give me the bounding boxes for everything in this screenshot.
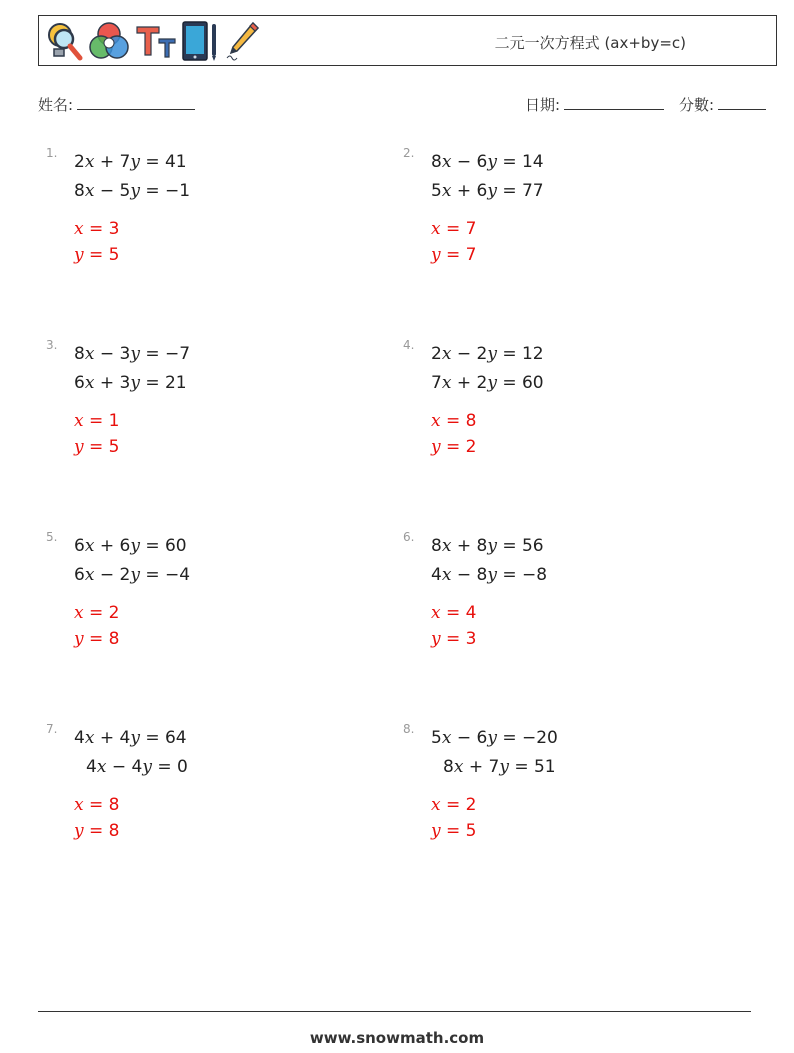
- text-size-icon: [135, 20, 177, 62]
- constant: −8: [521, 565, 548, 585]
- constant: 56: [521, 536, 544, 556]
- variable-x: x: [84, 728, 95, 748]
- operator: +: [99, 728, 115, 748]
- answer-x: x = 4: [431, 603, 477, 623]
- variable-y: y: [487, 373, 497, 393]
- operator: −: [456, 728, 472, 748]
- color-circles-icon: [87, 20, 131, 62]
- answer-x-value: 2: [465, 795, 477, 815]
- variable-y: y: [130, 565, 140, 585]
- date-field: [525, 94, 664, 115]
- equation-1: 5x − 6y = −20: [431, 728, 558, 748]
- name-field: [38, 94, 195, 115]
- variable-y: y: [487, 152, 497, 172]
- answer-x-value: 8: [108, 795, 120, 815]
- constant: −20: [521, 728, 558, 748]
- coef-a: 6: [74, 373, 85, 393]
- answer-y: y = 8: [74, 629, 120, 649]
- operator: +: [99, 152, 115, 172]
- variable-x: x: [441, 344, 452, 364]
- answer-x: x = 8: [431, 411, 477, 431]
- name-blank[interactable]: [77, 95, 195, 110]
- answer-x: x = 2: [74, 603, 120, 623]
- coef-a: 8: [74, 181, 85, 201]
- problem-number: 5.: [46, 530, 58, 544]
- answer-x-value: 3: [108, 219, 120, 239]
- constant: 14: [521, 152, 544, 172]
- variable-x: x: [84, 373, 95, 393]
- constant: −1: [164, 181, 191, 201]
- answer-y: y = 7: [431, 245, 477, 265]
- problem-4: [403, 338, 733, 488]
- variable-y: y: [499, 757, 509, 777]
- worksheet-header: [38, 15, 777, 66]
- answer-y-value: 8: [108, 821, 120, 841]
- coef-a: 6: [74, 565, 85, 585]
- name-label: 姓名:: [38, 96, 74, 114]
- problem-number: 7.: [46, 722, 58, 736]
- operator: +: [456, 373, 472, 393]
- coef-b: 6: [476, 152, 488, 172]
- date-label: 日期:: [525, 96, 561, 114]
- coef-a: 7: [431, 373, 442, 393]
- variable-x: x: [96, 757, 107, 777]
- constant: 0: [176, 757, 188, 777]
- answer-x-value: 8: [465, 411, 477, 431]
- constant: 41: [164, 152, 187, 172]
- equation-2: 6x − 2y = −4: [74, 565, 191, 585]
- variable-y: y: [130, 181, 140, 201]
- operator: −: [111, 757, 127, 777]
- equation-1: 4x + 4y = 64: [74, 728, 187, 748]
- equation-1: 8x − 3y = −7: [74, 344, 191, 364]
- variable-x: x: [84, 181, 95, 201]
- variable-y: y: [130, 344, 140, 364]
- problem-7: [46, 722, 376, 872]
- equation-1: 2x − 2y = 12: [431, 344, 544, 364]
- constant: 60: [521, 373, 544, 393]
- operator: +: [456, 181, 472, 201]
- variable-y: y: [130, 152, 140, 172]
- coef-b: 6: [476, 181, 488, 201]
- operator: −: [99, 565, 115, 585]
- operator: +: [99, 536, 115, 556]
- variable-x: x: [453, 757, 464, 777]
- operator: +: [99, 373, 115, 393]
- magnifier-bulb-icon: [45, 20, 83, 62]
- equation-2: 4x − 4y = 0: [86, 757, 188, 777]
- operator: −: [456, 344, 472, 364]
- equation-2: 8x − 5y = −1: [74, 181, 191, 201]
- answer-y-value: 5: [465, 821, 477, 841]
- footer-divider: [38, 1011, 751, 1012]
- constant: 64: [164, 728, 187, 748]
- coef-b: 7: [119, 152, 131, 172]
- variable-x: x: [84, 152, 95, 172]
- answer-y: y = 5: [74, 245, 120, 265]
- variable-x: x: [441, 728, 452, 748]
- header-icons: [45, 20, 261, 62]
- coef-b: 3: [119, 373, 131, 393]
- coef-a: 5: [431, 728, 442, 748]
- answer-x-value: 2: [108, 603, 120, 623]
- problem-8: [403, 722, 733, 872]
- problem-number: 6.: [403, 530, 415, 544]
- score-field: [679, 94, 766, 115]
- variable-x: x: [84, 536, 95, 556]
- footer-website: www.snowmath.com: [309, 1029, 485, 1047]
- coef-a: 8: [431, 152, 442, 172]
- answer-y: y = 2: [431, 437, 477, 457]
- score-blank[interactable]: [718, 95, 766, 110]
- operator: −: [456, 565, 472, 585]
- answer-y: y = 8: [74, 821, 120, 841]
- variable-x: x: [441, 536, 452, 556]
- date-blank[interactable]: [564, 95, 664, 110]
- variable-x: x: [441, 565, 452, 585]
- variable-y: y: [142, 757, 152, 777]
- coef-b: 2: [476, 344, 488, 364]
- equation-2: 6x + 3y = 21: [74, 373, 187, 393]
- problem-number: 3.: [46, 338, 58, 352]
- constant: −7: [164, 344, 191, 364]
- variable-y: y: [487, 565, 497, 585]
- constant: 77: [521, 181, 544, 201]
- variable-x: x: [84, 565, 95, 585]
- variable-y: y: [130, 373, 140, 393]
- variable-x: x: [441, 181, 452, 201]
- coef-a: 8: [443, 757, 454, 777]
- constant: 51: [533, 757, 556, 777]
- answer-x-value: 4: [465, 603, 477, 623]
- problem-number: 4.: [403, 338, 415, 352]
- variable-x: x: [441, 373, 452, 393]
- problem-number: 2.: [403, 146, 415, 160]
- answer-x-value: 1: [108, 411, 120, 431]
- coef-b: 6: [476, 728, 488, 748]
- answer-y-value: 3: [465, 629, 477, 649]
- equation-1: 8x − 6y = 14: [431, 152, 544, 172]
- equation-1: 2x + 7y = 41: [74, 152, 187, 172]
- equation-2: 5x + 6y = 77: [431, 181, 544, 201]
- equation-2: 4x − 8y = −8: [431, 565, 548, 585]
- coef-b: 4: [131, 757, 143, 777]
- operator: −: [99, 181, 115, 201]
- worksheet-title: 二元一次方程式 (ax+by=c): [494, 34, 686, 52]
- constant: 21: [164, 373, 187, 393]
- operator: −: [456, 152, 472, 172]
- variable-y: y: [487, 344, 497, 364]
- score-label: 分數:: [679, 96, 715, 114]
- problem-number: 8.: [403, 722, 415, 736]
- tablet-pen-icon: [181, 20, 221, 62]
- answer-y: y = 3: [431, 629, 477, 649]
- operator: +: [468, 757, 484, 777]
- answer-y: y = 5: [431, 821, 477, 841]
- answer-y-value: 5: [108, 245, 120, 265]
- equation-2: 7x + 2y = 60: [431, 373, 544, 393]
- coef-a: 8: [74, 344, 85, 364]
- coef-b: 2: [119, 565, 131, 585]
- answer-y-value: 7: [465, 245, 477, 265]
- answer-y-value: 2: [465, 437, 477, 457]
- variable-x: x: [84, 344, 95, 364]
- coef-b: 7: [488, 757, 500, 777]
- answer-x: x = 2: [431, 795, 477, 815]
- constant: 60: [164, 536, 187, 556]
- coef-b: 4: [119, 728, 131, 748]
- operator: −: [99, 344, 115, 364]
- equation-1: 8x + 8y = 56: [431, 536, 544, 556]
- coef-b: 3: [119, 344, 131, 364]
- coef-b: 8: [476, 536, 488, 556]
- problem-6: [403, 530, 733, 680]
- answer-y-value: 5: [108, 437, 120, 457]
- operator: +: [456, 536, 472, 556]
- problem-5: [46, 530, 376, 680]
- coef-a: 5: [431, 181, 442, 201]
- answer-y: y = 5: [74, 437, 120, 457]
- coef-a: 2: [74, 152, 85, 172]
- problem-number: 1.: [46, 146, 58, 160]
- coef-b: 8: [476, 565, 488, 585]
- coef-a: 4: [431, 565, 442, 585]
- equation-2: 8x + 7y = 51: [443, 757, 556, 777]
- variable-y: y: [487, 536, 497, 556]
- coef-a: 2: [431, 344, 442, 364]
- answer-x: x = 1: [74, 411, 120, 431]
- answer-x: x = 8: [74, 795, 120, 815]
- coef-b: 5: [119, 181, 131, 201]
- answer-y-value: 8: [108, 629, 120, 649]
- problem-2: [403, 146, 733, 296]
- variable-y: y: [130, 536, 140, 556]
- variable-y: y: [130, 728, 140, 748]
- coef-a: 6: [74, 536, 85, 556]
- coef-b: 2: [476, 373, 488, 393]
- variable-y: y: [487, 728, 497, 748]
- variable-y: y: [487, 181, 497, 201]
- answer-x-value: 7: [465, 219, 477, 239]
- constant: −4: [164, 565, 191, 585]
- coef-b: 6: [119, 536, 131, 556]
- pencil-icon: [225, 20, 261, 62]
- coef-a: 4: [74, 728, 85, 748]
- variable-x: x: [441, 152, 452, 172]
- coef-a: 8: [431, 536, 442, 556]
- constant: 12: [521, 344, 544, 364]
- answer-x: x = 3: [74, 219, 120, 239]
- problem-3: [46, 338, 376, 488]
- equation-1: 6x + 6y = 60: [74, 536, 187, 556]
- problem-1: [46, 146, 376, 296]
- answer-x: x = 7: [431, 219, 477, 239]
- coef-a: 4: [86, 757, 97, 777]
